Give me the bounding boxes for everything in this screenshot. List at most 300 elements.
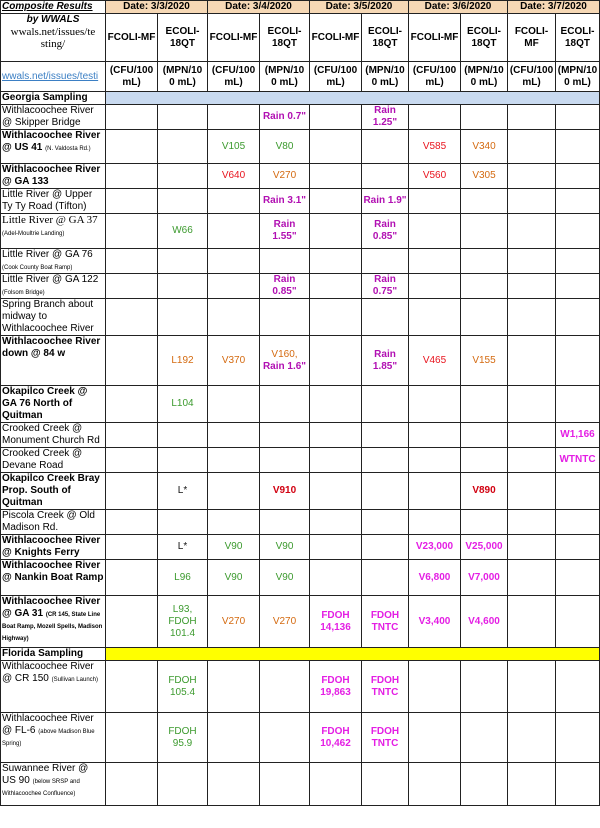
col-ecoli: ECOLI-18QT (158, 14, 208, 62)
site-name-cell (1, 249, 106, 274)
site-name-cell (1, 130, 106, 164)
value-cell (260, 535, 310, 560)
unit-mpn: (MPN/10 0 mL) (461, 62, 508, 92)
reading-value: V4,600 (468, 615, 500, 627)
site-name-cell (1, 299, 106, 336)
site-row (1, 189, 600, 214)
column-header-row (1, 14, 600, 62)
value-cell (106, 105, 158, 130)
value-cell (106, 535, 158, 560)
value-cell (260, 448, 310, 473)
site-location-note: (Sullivan Launch) (51, 677, 98, 683)
site-name-cell (1, 535, 106, 560)
value-cell (260, 164, 310, 189)
value-cell (556, 510, 600, 535)
reading-value: V80 (275, 140, 294, 152)
value-cell (310, 423, 362, 448)
value-cell (260, 130, 310, 164)
value-cell (310, 214, 362, 249)
value-cell (508, 423, 556, 448)
value-cell (556, 713, 600, 763)
value-cell (158, 763, 208, 806)
reading-value: Rain 0.85" (272, 274, 297, 297)
value-cell (556, 336, 600, 386)
site-name-cell (1, 560, 106, 596)
value-cell (158, 105, 208, 130)
florida-section-band (106, 648, 600, 661)
value-cell (158, 473, 208, 510)
site-row (1, 661, 600, 713)
value-cell (508, 214, 556, 249)
value-cell (508, 448, 556, 473)
site-name: Little River @ GA 122 (2, 274, 99, 285)
value-cell (310, 164, 362, 189)
value-cell (106, 130, 158, 164)
florida-section-label: Florida Sampling (1, 648, 106, 661)
value-cell (310, 560, 362, 596)
value-cell (310, 336, 362, 386)
value-cell (260, 763, 310, 806)
value-cell (508, 661, 556, 713)
value-cell (260, 423, 310, 448)
reading-value: FDOH 19,863 (320, 674, 351, 698)
value-cell (208, 596, 260, 648)
value-cell (310, 105, 362, 130)
value-cell (310, 130, 362, 164)
value-cell (106, 661, 158, 713)
value-cell (310, 448, 362, 473)
value-cell (362, 448, 409, 473)
site-location-note: (Adel-Moultrie Landing) (2, 231, 65, 237)
site-name-cell (1, 386, 106, 423)
value-cell (158, 164, 208, 189)
site-row (1, 713, 600, 763)
value-cell (556, 299, 600, 336)
value-cell (158, 299, 208, 336)
value-cell (208, 763, 260, 806)
value-cell (310, 510, 362, 535)
value-cell (409, 423, 461, 448)
site-name-cell (1, 763, 106, 806)
value-cell (508, 189, 556, 214)
unit-cfu: (CFU/100 mL) (208, 62, 260, 92)
value-cell (362, 249, 409, 274)
site-name: Withlacoochee River @ US 41 (2, 130, 101, 153)
value-cell (158, 274, 208, 299)
value-cell (556, 661, 600, 713)
value-cell (310, 274, 362, 299)
site-name: Withlacoochee River down @ 84 w (2, 336, 101, 359)
value-cell (508, 535, 556, 560)
value-cell (409, 535, 461, 560)
value-cell (106, 274, 158, 299)
value-cell (260, 473, 310, 510)
value-cell (362, 535, 409, 560)
value-cell (508, 130, 556, 164)
value-cell (409, 164, 461, 189)
source-url: wwals.net/issues/te sting/ (10, 26, 96, 50)
value-cell (461, 423, 508, 448)
site-name: Little River @ Upper Ty Ty Road (Tifton) (2, 189, 93, 212)
reading-value: FDOH TNTC (370, 674, 400, 698)
value-cell (556, 164, 600, 189)
reading-value: V585 (422, 140, 447, 152)
value-cell (461, 249, 508, 274)
value-cell (362, 164, 409, 189)
value-cell (362, 386, 409, 423)
value-cell (310, 763, 362, 806)
value-cell (208, 336, 260, 386)
value-cell (208, 473, 260, 510)
byline: by WWALS (26, 14, 80, 25)
value-cell (508, 713, 556, 763)
value-cell (208, 189, 260, 214)
site-row (1, 596, 600, 648)
value-cell (260, 105, 310, 130)
value-cell (556, 448, 600, 473)
site-name: Withlacoochee River @ GA 133 (2, 164, 101, 187)
unit-mpn: (MPN/10 0 mL) (362, 62, 409, 92)
value-cell (106, 713, 158, 763)
value-cell (106, 473, 158, 510)
value-cell (260, 189, 310, 214)
value-cell (260, 510, 310, 535)
value-cell (106, 448, 158, 473)
value-cell (208, 510, 260, 535)
reading-value: V560 (422, 170, 447, 181)
georgia-section-label: Georgia Sampling (1, 92, 106, 105)
value-cell (409, 214, 461, 249)
value-cell (362, 661, 409, 713)
reading-value: FDOH 14,136 (320, 609, 351, 633)
value-cell (409, 130, 461, 164)
reading-value: V6,800 (418, 571, 451, 583)
reading-value: Rain 1.25" (372, 105, 398, 128)
site-row (1, 164, 600, 189)
value-cell (461, 274, 508, 299)
value-cell (208, 164, 260, 189)
site-name-cell (1, 336, 106, 386)
value-cell (556, 189, 600, 214)
value-cell (362, 214, 409, 249)
value-cell (106, 560, 158, 596)
value-cell (158, 448, 208, 473)
value-cell (461, 713, 508, 763)
unit-mpn: (MPN/10 0 mL) (158, 62, 208, 92)
reading-value: FDOH 95.9 (168, 725, 197, 749)
value-cell (508, 336, 556, 386)
reading-value: Rain 0.7" (262, 111, 307, 122)
value-cell (508, 299, 556, 336)
reading-value: V305 (472, 170, 496, 181)
value-cell (106, 214, 158, 249)
value-cell (310, 386, 362, 423)
reading-value: FDOH 105.4 (168, 674, 197, 698)
value-cell (208, 130, 260, 164)
value-cell (208, 105, 260, 130)
value-cell (106, 336, 158, 386)
site-name: Little River @ GA 76 (2, 249, 93, 260)
reading-value: V370 (221, 354, 246, 366)
site-name-cell (1, 713, 106, 763)
unit-cfu: (CFU/100 mL) (310, 62, 362, 92)
site-row (1, 560, 600, 596)
site-name: Crooked Creek @ Devane Road (2, 448, 83, 471)
value-cell (409, 560, 461, 596)
value-cell (556, 274, 600, 299)
value-cell (409, 448, 461, 473)
site-location-note: (below SRSP and Withlacoochee Confluence) (2, 779, 80, 797)
site-name: Crooked Creek @ Monument Church Rd (2, 423, 100, 446)
sheet-title: Composite Results (1, 1, 106, 14)
site-name-cell (1, 661, 106, 713)
value-cell (260, 661, 310, 713)
source-link[interactable]: wwals.net/issues/testi (1, 62, 106, 92)
value-cell (158, 386, 208, 423)
reading-value: L* (177, 485, 188, 496)
value-cell (106, 510, 158, 535)
value-cell (208, 423, 260, 448)
value-cell (362, 510, 409, 535)
col-fcoli: FCOLI-MF (208, 14, 260, 62)
value-cell (409, 274, 461, 299)
reading-value: W66 (172, 225, 193, 236)
site-name: Withlacoochee River @ FL-6 (2, 713, 94, 736)
reading-value: V23,000 (415, 541, 454, 552)
site-name: Withlacoochee River @ GA 31 (2, 596, 101, 619)
reading-value: Rain 0.85" (372, 219, 398, 242)
value-cell (461, 535, 508, 560)
value-cell (409, 189, 461, 214)
site-name: Withlacoochee River @ Knights Ferry (2, 535, 101, 558)
value-cell (310, 189, 362, 214)
site-name-cell (1, 189, 106, 214)
reading-value: WTNTC (559, 454, 596, 465)
value-cell (409, 713, 461, 763)
value-cell (409, 249, 461, 274)
florida-section-row (1, 648, 600, 661)
reading-value: V640 (221, 170, 246, 181)
reading-value: FDOH 10,462 (320, 725, 351, 749)
value-cell (310, 473, 362, 510)
site-location-note: (Cook County Boat Ramp) (2, 265, 73, 271)
col-fcoli: FCOLI-MF (106, 14, 158, 62)
value-cell (508, 596, 556, 648)
reading-value: Rain 3.1" (262, 195, 307, 206)
unit-mpn: (MPN/10 0 mL) (260, 62, 310, 92)
site-row (1, 336, 600, 386)
value-cell (106, 189, 158, 214)
value-cell (362, 763, 409, 806)
date-header: Date: 3/4/2020 (208, 1, 310, 14)
value-cell (158, 249, 208, 274)
value-cell (508, 105, 556, 130)
value-cell (260, 299, 310, 336)
reading-value: FDOH TNTC (370, 725, 400, 749)
value-cell (362, 274, 409, 299)
site-name-cell (1, 510, 106, 535)
value-cell (158, 535, 208, 560)
value-cell (556, 596, 600, 648)
value-cell (310, 713, 362, 763)
reading-value: V25,000 (465, 541, 503, 552)
value-cell (556, 130, 600, 164)
georgia-section-band (106, 92, 600, 105)
value-cell (461, 763, 508, 806)
value-cell (106, 249, 158, 274)
site-name: Okapilco Creek Bray Prop. South of Quitman (2, 473, 100, 508)
value-cell (461, 448, 508, 473)
value-cell (362, 713, 409, 763)
site-name: Okapilco Creek @ GA 76 North of Quitman (2, 386, 88, 421)
site-row (1, 130, 600, 164)
value-cell (362, 596, 409, 648)
site-name: Withlacoochee River @ Skipper Bridge (2, 105, 94, 128)
site-row (1, 386, 600, 423)
value-cell (106, 164, 158, 189)
col-ecoli: ECOLI-18QT (362, 14, 409, 62)
value-cell (106, 386, 158, 423)
value-cell (158, 336, 208, 386)
value-cell (556, 473, 600, 510)
georgia-section-row (1, 92, 600, 105)
value-cell (310, 661, 362, 713)
col-ecoli: ECOLI-18QT (556, 14, 600, 62)
site-row (1, 423, 600, 448)
value-cell (158, 510, 208, 535)
unit-cfu: (CFU/100 mL) (508, 62, 556, 92)
byline-cell (1, 14, 106, 62)
site-name-cell (1, 274, 106, 299)
value-cell (508, 560, 556, 596)
col-fcoli: FCOLI-MF (508, 14, 556, 62)
site-name: Suwannee River @ US 90 (2, 763, 89, 786)
value-cell (362, 423, 409, 448)
value-cell (461, 560, 508, 596)
value-cell (461, 214, 508, 249)
value-cell (508, 473, 556, 510)
value-cell (158, 596, 208, 648)
site-row (1, 299, 600, 336)
reading-value: Rain 1.9" (363, 195, 407, 206)
reading-value: V90 (275, 571, 294, 583)
col-fcoli: FCOLI-MF (310, 14, 362, 62)
reading-value: L* (177, 541, 188, 552)
value-cell (556, 105, 600, 130)
value-cell (508, 763, 556, 806)
value-cell (158, 423, 208, 448)
reading-value: V3,400 (418, 615, 451, 627)
reading-value: W1,166 (560, 429, 595, 440)
value-cell (556, 423, 600, 448)
value-cell (461, 336, 508, 386)
value-cell (409, 386, 461, 423)
value-cell (461, 473, 508, 510)
unit-header-row (1, 62, 600, 92)
site-name-cell (1, 448, 106, 473)
unit-mpn: (MPN/10 0 mL) (556, 62, 600, 92)
reading-value: V90 (275, 541, 294, 552)
value-cell (208, 386, 260, 423)
value-cell (409, 299, 461, 336)
value-cell (106, 596, 158, 648)
site-row (1, 249, 600, 274)
value-cell (310, 249, 362, 274)
site-location-note: (Folsom Bridge) (2, 290, 45, 296)
site-row (1, 448, 600, 473)
value-cell (362, 299, 409, 336)
value-cell (208, 535, 260, 560)
site-name: Withlacoochee River @ Nankin Boat Ramp (2, 560, 104, 583)
value-cell (461, 661, 508, 713)
value-cell (260, 596, 310, 648)
col-fcoli: FCOLI-MF (409, 14, 461, 62)
value-cell (409, 661, 461, 713)
value-cell (461, 164, 508, 189)
value-cell (208, 299, 260, 336)
site-location-note: (N. Valdosta Rd.) (45, 146, 91, 152)
site-location-note: (CR 145, State Line Boat Ramp, Mozell Spells, Madison Highway) (2, 612, 103, 642)
reading-value: V90 (224, 571, 243, 583)
value-cell (461, 105, 508, 130)
value-cell (362, 189, 409, 214)
reading-value: V270 (272, 615, 297, 627)
date-header: Date: 3/6/2020 (409, 1, 508, 14)
value-cell (208, 560, 260, 596)
reading-value: V890 (472, 485, 496, 496)
value-cell (409, 763, 461, 806)
reading-value: V90 (224, 541, 243, 552)
value-cell (106, 299, 158, 336)
value-cell (556, 214, 600, 249)
value-cell (461, 510, 508, 535)
value-cell (362, 105, 409, 130)
site-location-note: (above Madison Blue Spring) (2, 729, 95, 747)
value-cell (208, 249, 260, 274)
site-name-cell (1, 105, 106, 130)
value-cell (508, 164, 556, 189)
reading-value: Rain 1.85" (372, 348, 398, 372)
site-row (1, 535, 600, 560)
value-cell (260, 560, 310, 596)
date-header-row (1, 1, 600, 14)
value-cell (158, 130, 208, 164)
site-name-cell (1, 423, 106, 448)
unit-cfu: (CFU/100 mL) (409, 62, 461, 92)
value-cell (508, 510, 556, 535)
reading-value: V7,000 (468, 571, 500, 583)
reading-value: V155 (472, 354, 496, 366)
reading-value: FDOH TNTC (370, 609, 400, 633)
value-cell (508, 386, 556, 423)
value-cell (461, 130, 508, 164)
reading-value: Rain 0.75" (372, 274, 398, 297)
site-name-cell (1, 473, 106, 510)
unit-cfu: (CFU/100 mL) (106, 62, 158, 92)
reading-value: L96 (174, 571, 191, 583)
site-name: Piscola Creek @ Old Madison Rd. (2, 510, 95, 533)
value-cell (158, 713, 208, 763)
value-cell (208, 274, 260, 299)
value-cell (260, 274, 310, 299)
value-cell (556, 763, 600, 806)
value-cell (208, 448, 260, 473)
reading-value: Rain 1.55" (272, 219, 297, 242)
value-cell (461, 299, 508, 336)
reading-value: L93, FDOH 101.4 (168, 603, 197, 639)
value-cell (556, 535, 600, 560)
reading-value: V465 (422, 354, 447, 366)
